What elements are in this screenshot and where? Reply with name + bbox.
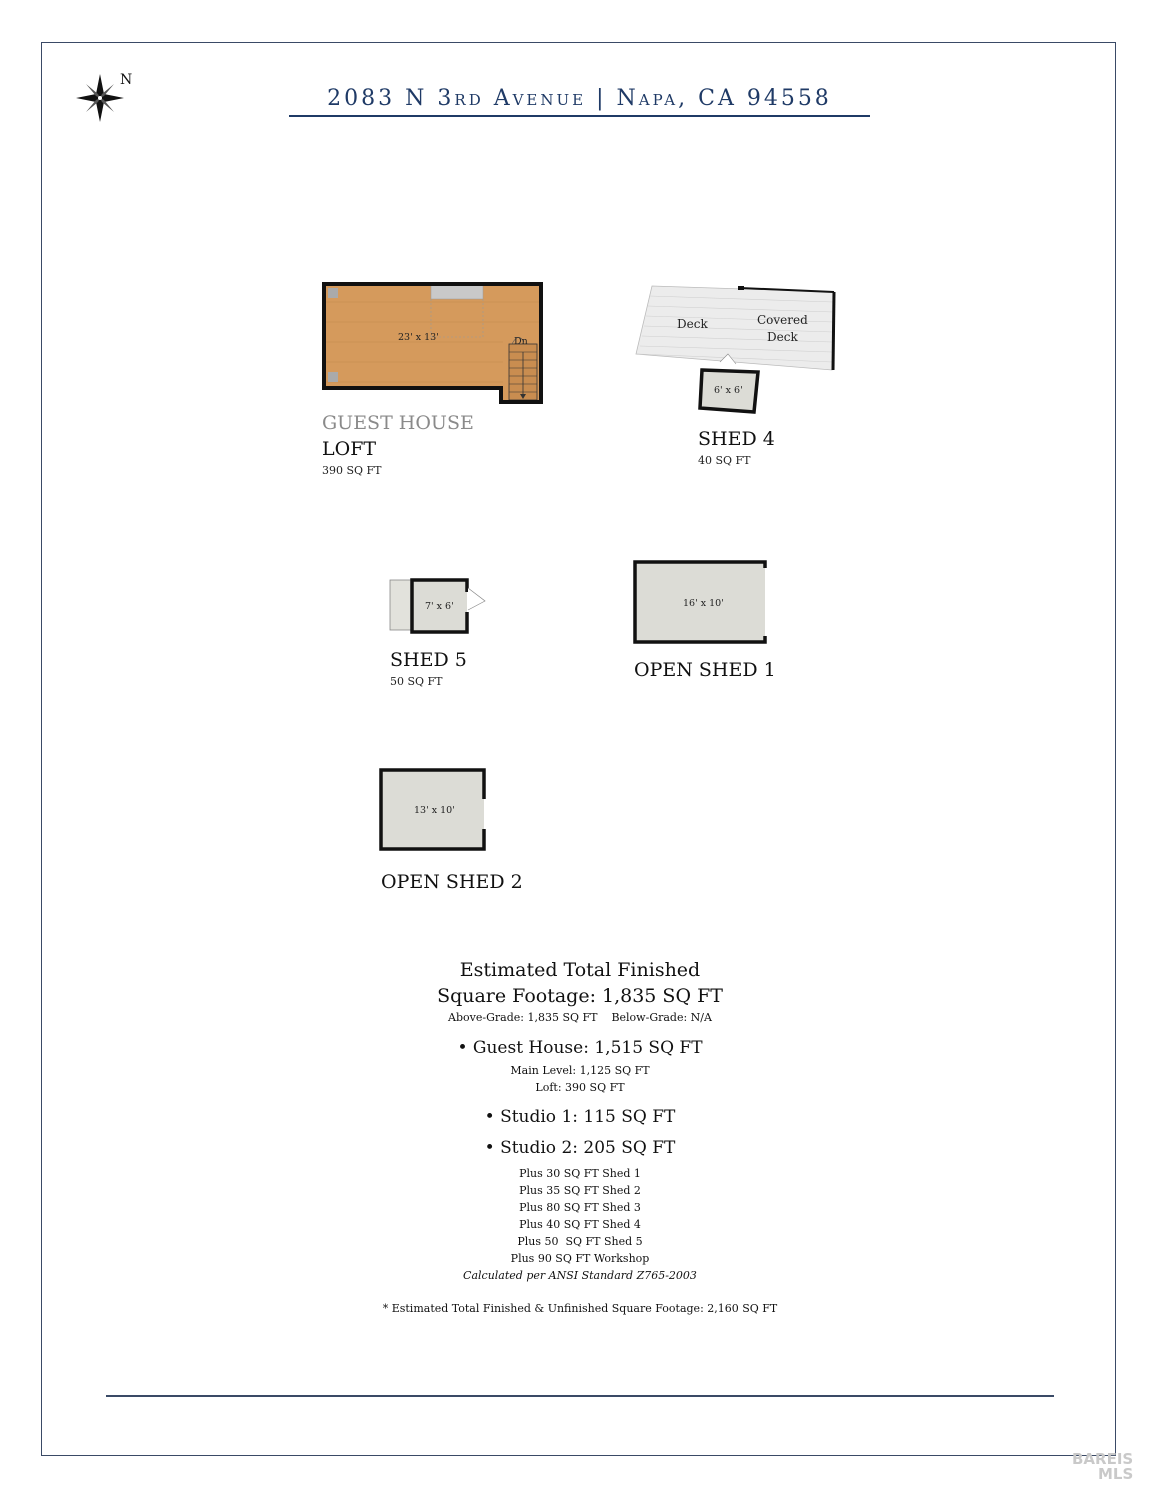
title-underline [289, 115, 870, 117]
bullet-icon: • [484, 1107, 495, 1127]
stair-down-label: Dn [514, 336, 528, 347]
studio1-total [330, 1106, 830, 1128]
deck-label: Deck [677, 317, 708, 331]
extras-item: Plus 35 SQ FT Shed 2 [519, 1184, 641, 1197]
page-title: 2083 N 3rd Avenue | Napa, CA 94558 [327, 86, 832, 111]
shed5-floor-plan [388, 576, 490, 636]
extras-item: Plus 90 SQ FT Workshop [510, 1252, 650, 1265]
loft-sqft-line: Loft: 390 SQ FT [535, 1081, 625, 1094]
shed5-room-dimension: 7' x 6' [425, 601, 454, 612]
bullet-icon: • [457, 1038, 468, 1058]
shed4-room-dimension: 6' x 6' [714, 385, 743, 396]
studio2-total [330, 1137, 830, 1159]
staircase [509, 344, 537, 400]
summary-headline-line1: Estimated Total Finished [459, 959, 701, 981]
main-level-sqft: Main Level: 1,125 SQ FT [510, 1064, 650, 1077]
covered-deck-label-line1: Covered [757, 313, 808, 327]
guest-house-total [330, 1037, 830, 1059]
shed5-label: SHED 5 [390, 649, 467, 671]
extras-item: Plus 50 SQ FT Shed 5 [517, 1235, 643, 1248]
open-shed2-label: OPEN SHED 2 [381, 871, 523, 893]
footer-divider [106, 1395, 1054, 1397]
compass-rose-icon [75, 70, 135, 126]
studio2-total-text: Studio 2: 205 SQ FT [500, 1138, 676, 1158]
open-shed1-floor-plan [633, 560, 767, 646]
extras-item: Plus 80 SQ FT Shed 3 [519, 1201, 641, 1214]
guest-house-total-text: Guest House: 1,515 SQ FT [472, 1038, 703, 1058]
open-shed2-room-dimension: 13' x 10' [414, 805, 455, 816]
square-footage-summary [330, 957, 830, 1317]
shed5-sqft: 50 SQ FT [390, 675, 443, 688]
grade-breakdown: Above-Grade: 1,835 SQ FT Below-Grade: N/A [448, 1011, 712, 1024]
loft-label: LOFT [322, 438, 377, 460]
guest-house-label: GUEST HOUSE [322, 412, 474, 434]
bullet-icon: • [484, 1138, 495, 1158]
extras-item: Plus 40 SQ FT Shed 4 [519, 1218, 641, 1231]
total-finished-unfinished-note: * Estimated Total Finished & Unfinished Square Footage: 2,160 SQ FT [382, 1302, 778, 1315]
summary-headline-line2: Square Footage: 1,835 SQ FT [437, 985, 723, 1007]
mls-watermark-logo: BAREIS MLS [1072, 1450, 1134, 1483]
loft-floor-plan [322, 282, 544, 406]
ansi-standard-note: Calculated per ANSI Standard Z765-2003 [463, 1269, 697, 1282]
extras-list [330, 1165, 830, 1267]
covered-deck-label-line2: Deck [767, 330, 798, 344]
open-shed1-room-dimension: 16' x 10' [683, 598, 724, 609]
shed4-label: SHED 4 [698, 428, 775, 450]
compass-north-label: N [120, 72, 133, 88]
studio1-total-text: Studio 1: 115 SQ FT [500, 1107, 676, 1127]
shed4-deck-floor-plan [632, 282, 838, 414]
loft-sqft: 390 SQ FT [322, 464, 382, 477]
loft-room-dimension: 23' x 13' [398, 332, 439, 343]
open-shed2-floor-plan [378, 767, 488, 853]
extras-item: Plus 30 SQ FT Shed 1 [519, 1167, 641, 1180]
open-shed1-label: OPEN SHED 1 [634, 659, 776, 681]
shed4-sqft: 40 SQ FT [698, 454, 751, 467]
